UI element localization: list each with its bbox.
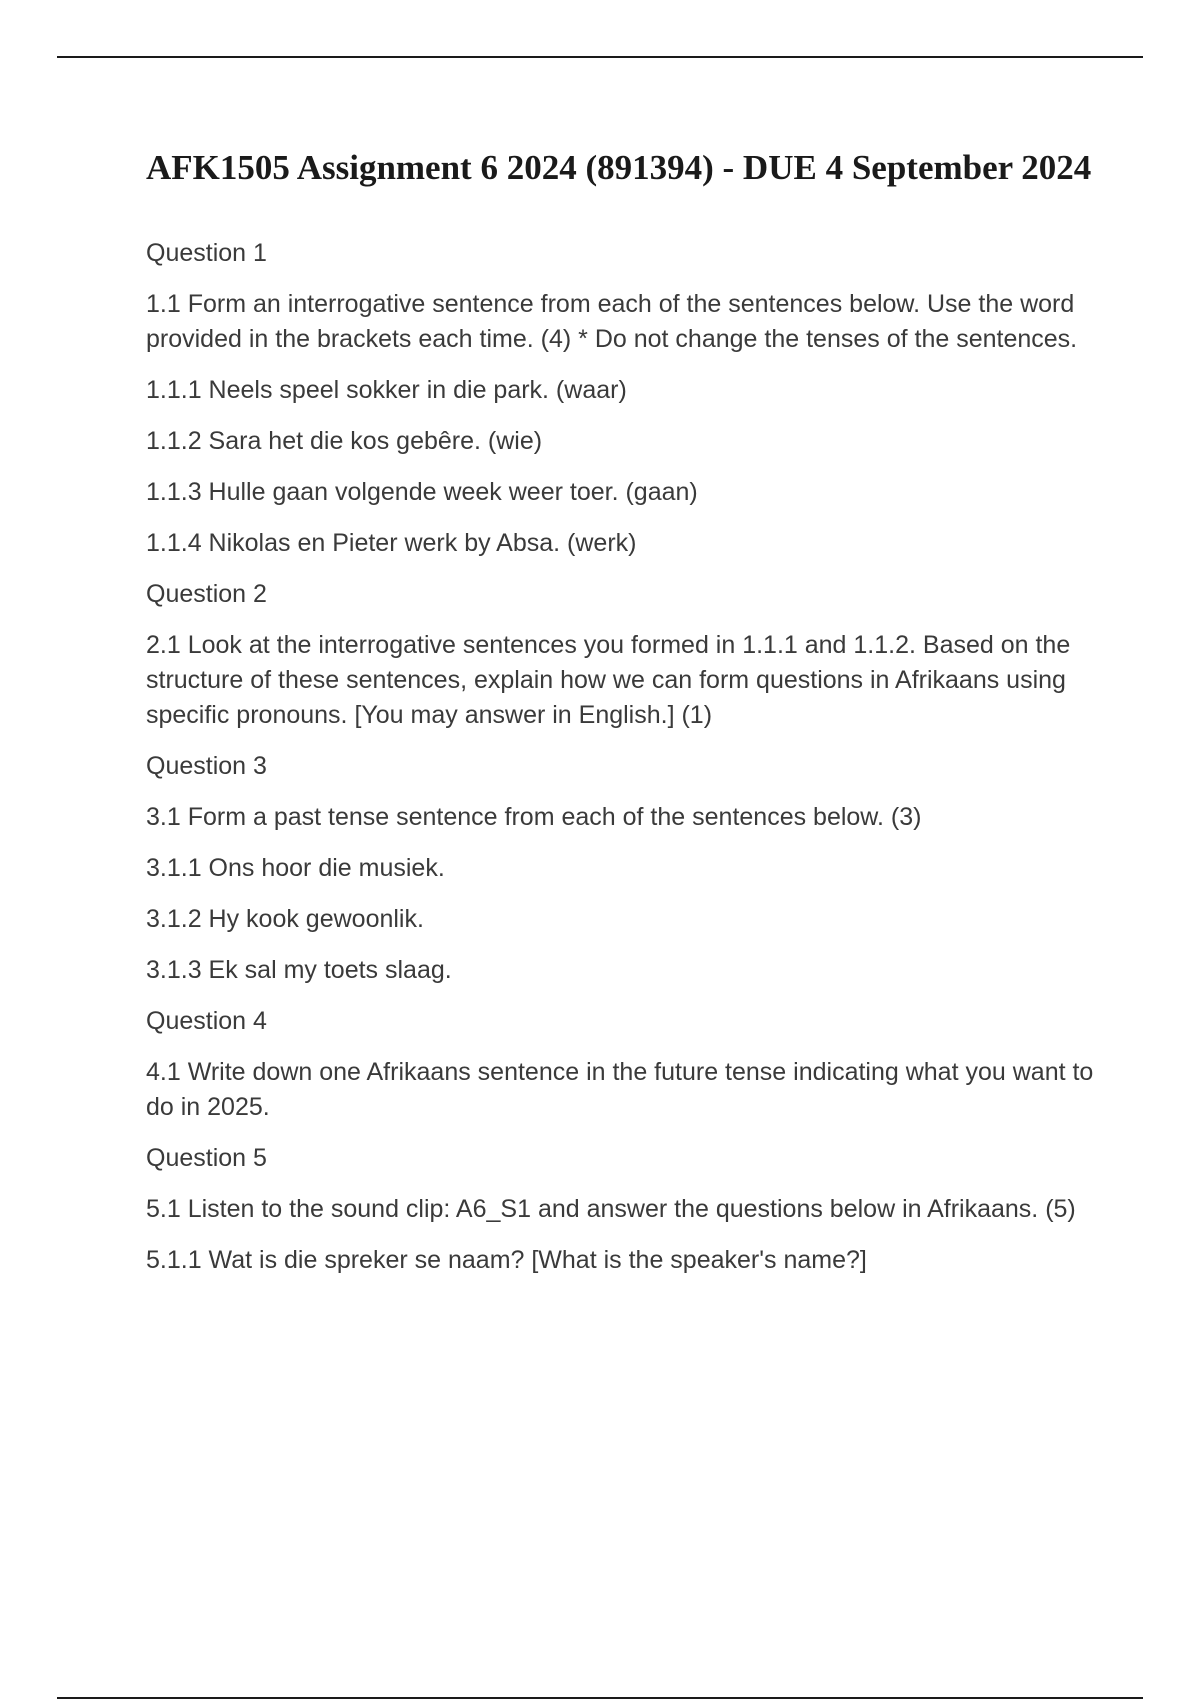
question-5-heading: Question 5 — [146, 1144, 267, 1172]
top-divider — [57, 56, 1143, 58]
question-5-1-instruction: 5.1 Listen to the sound clip: A6_S1 and answer the questions below in Afrikaans. (5) — [146, 1195, 1076, 1223]
bottom-divider — [57, 1697, 1143, 1699]
question-1-1-2: 1.1.2 Sara het die kos gebêre. (wie) — [146, 427, 543, 455]
question-3-1-2: 3.1.2 Hy kook gewoonlik. — [146, 905, 424, 933]
question-3-1-3: 3.1.3 Ek sal my toets slaag. — [146, 956, 452, 984]
question-5-1-1: 5.1.1 Wat is die spreker se naam? [What is the speaker's name?] — [146, 1246, 867, 1274]
question-1-heading: Question 1 — [146, 239, 267, 267]
question-3-1-instruction: 3.1 Form a past tense sentence from each of the sentences below. (3) — [146, 803, 922, 831]
document-body — [146, 146, 1106, 1294]
question-2-heading: Question 2 — [146, 580, 267, 608]
question-4-heading: Question 4 — [146, 1007, 267, 1035]
question-2-1: 2.1 Look at the interrogative sentences you formed in 1.1.1 and 1.1.2. Based on the structure of these sentences, explain how we can form questions in Afrikaans using specific pronouns. [You may answer in English.] (1) — [146, 631, 1071, 729]
document-title: AFK1505 Assignment 6 2024 (891394) - DUE 4 September 2024 — [146, 148, 1092, 187]
question-1-1-4: 1.1.4 Nikolas en Pieter werk by Absa. (werk) — [146, 529, 637, 557]
question-3-1-1: 3.1.1 Ons hoor die musiek. — [146, 854, 445, 882]
question-4-1: 4.1 Write down one Afrikaans sentence in the future tense indicating what you want to do in 2025. — [146, 1058, 1094, 1121]
question-1-1-1: 1.1.1 Neels speel sokker in die park. (waar) — [146, 376, 627, 404]
question-1-1-3: 1.1.3 Hulle gaan volgende week weer toer. (gaan) — [146, 478, 698, 506]
question-1-1-instruction: 1.1 Form an interrogative sentence from each of the sentences below. Use the word provided in the brackets each time. (4) * Do not change the tenses of the sentences. — [146, 290, 1078, 353]
question-3-heading: Question 3 — [146, 752, 267, 780]
